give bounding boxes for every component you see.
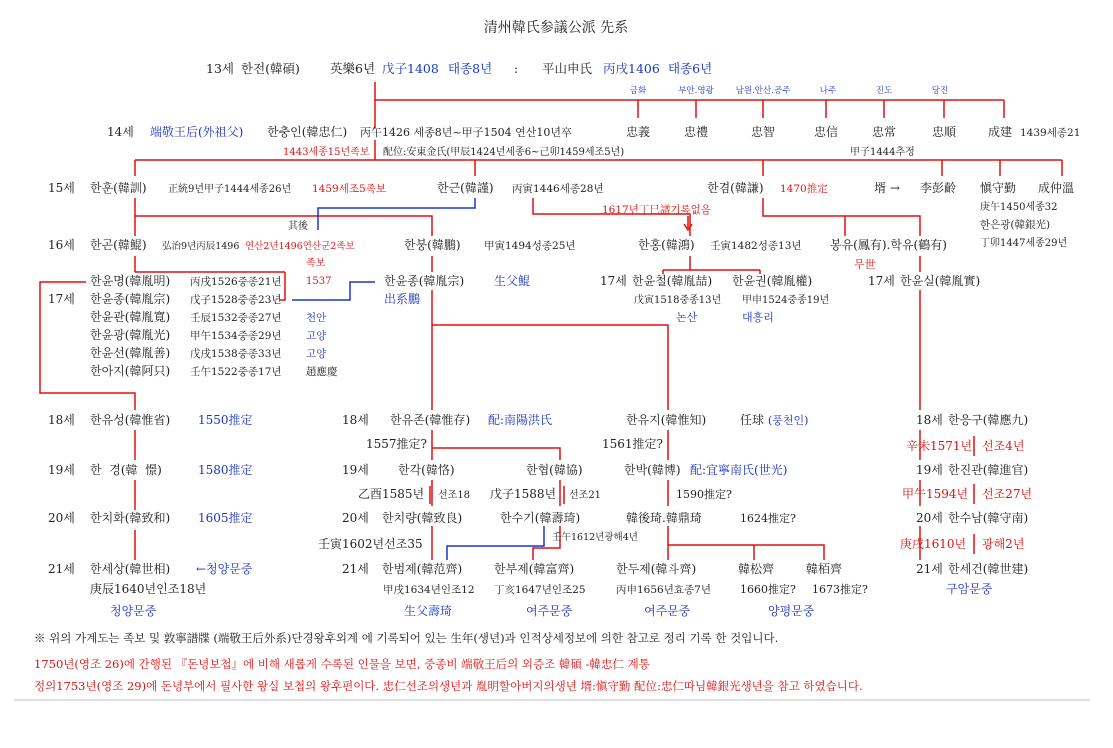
sibling-place: 금화 xyxy=(629,86,647,96)
person-dates: 丙午1426 세종8년~甲子1504 연산10년卒 xyxy=(360,126,572,139)
birth-year: 庚戌1610년 xyxy=(900,537,967,551)
spouse-note: 配位:安東金氏(甲辰1424년세종6~己卯1459세조5년) xyxy=(383,147,625,158)
person-name: 한홍(韓鴻) xyxy=(638,238,695,252)
person-name: 한충인(韓忠仁) xyxy=(267,125,348,139)
gen-label: 15세 xyxy=(48,181,75,195)
person-name: 한부제(韓富齊) xyxy=(494,562,575,576)
adoption-label: 其後 xyxy=(288,221,308,232)
estimate-note: 1590推定? xyxy=(676,488,732,501)
person-dates: 戊戌1538중종33년 xyxy=(190,348,282,360)
spouse-note: 配:南陽洪氏 xyxy=(488,413,553,427)
spouse-year: 丙戌1406 xyxy=(603,61,660,76)
estimate-note: 甲子1444추정 xyxy=(850,147,915,158)
person-dates: 壬午1522중종17년 xyxy=(190,366,282,378)
era-name: 英樂6년 xyxy=(330,61,376,76)
adoption-note: 出系鵬 xyxy=(384,292,421,306)
jokbo-label: 족보 xyxy=(306,258,326,269)
footnotes xyxy=(34,631,863,693)
gen-label: 20세 xyxy=(48,511,75,525)
maternal-label: 端敬王后(外祖父) xyxy=(150,125,244,139)
jokbo-note: 연산2년1496연산군2족보 xyxy=(245,241,355,252)
place-note: 천안 xyxy=(306,312,327,324)
sibling-name: 忠智 xyxy=(750,125,776,139)
sibling-place: 나주 xyxy=(819,86,837,96)
red-connector xyxy=(432,290,668,410)
gen-label: 18세 xyxy=(48,413,75,427)
reign-year: 선조27년 xyxy=(982,487,1033,501)
gen-label: 20세 xyxy=(342,511,369,525)
reign-year: 광해2년 xyxy=(982,537,1025,551)
place-note: 논산 xyxy=(676,311,698,324)
estimate-note: 1624推定? xyxy=(740,512,796,525)
birth-year: 戊子1408 xyxy=(382,61,439,76)
estimate-note: 1580推定 xyxy=(198,463,253,477)
place-note: 대흥리 xyxy=(742,311,774,324)
sibling-year: 1439세종21 xyxy=(1020,127,1081,139)
person-name: 한윤철(韓胤喆) xyxy=(632,274,713,288)
person-name: 한진관(韓進官) xyxy=(948,463,1029,477)
person-dates: 甲寅1494성종25년 xyxy=(484,240,576,252)
person-name: 한윤실(韓胤實) xyxy=(900,274,981,288)
generation-18 xyxy=(48,412,1028,453)
person-name: 봉유(鳳有).학유(鶴有) xyxy=(830,238,947,252)
generation-14 xyxy=(107,85,1080,158)
person-name: 한두제(韓斗齊) xyxy=(616,562,697,576)
reign-year: 선조21 xyxy=(569,490,602,501)
sibling-name: 忠順 xyxy=(931,125,957,139)
person-dates: 甲戌1634년인조12 xyxy=(383,584,475,596)
person-name: 한아지(韓阿只) xyxy=(90,364,171,378)
place-note: 고양 xyxy=(306,348,327,360)
blue-connector xyxy=(447,526,544,560)
gen-label: 21세 xyxy=(48,562,75,576)
birth-year: 乙酉1585년 xyxy=(358,487,425,501)
person-name: 한전(韓碩) xyxy=(241,61,300,76)
person-name: 한치량(韓致良) xyxy=(382,511,463,525)
estimate-note: 1660推定? xyxy=(740,583,796,596)
gen-label: 13세 xyxy=(206,61,234,76)
gen-label: 21세 xyxy=(342,562,369,576)
father-note: 生父壽琦 xyxy=(404,604,453,618)
red-connector xyxy=(663,256,760,274)
separator-colon: : xyxy=(514,61,519,76)
sibling-place: 남원.안산.공주 xyxy=(735,86,791,96)
person-name: 韓栢齊 xyxy=(806,562,843,576)
person-dates: 壬寅1482성종13년 xyxy=(710,240,802,252)
person-name: 한근(韓謹) xyxy=(437,181,494,195)
estimate-note: 1561推定? xyxy=(602,437,663,451)
blue-connector xyxy=(318,198,475,230)
person-dates: 甲午1534중종29년 xyxy=(190,330,282,342)
clan-arrow: ←청양문중 xyxy=(196,562,253,576)
generation-16 xyxy=(48,203,947,271)
person-name: 愼守勤 xyxy=(980,181,1017,195)
son-in-law-label: 壻 → xyxy=(874,181,900,195)
gen-label: 17세 xyxy=(600,274,627,288)
person-name: 李彭齡 xyxy=(920,181,957,195)
footnote-line: 정의1753년(영조 29)에 돈녕부에서 필사한 왕실 보첩의 왕후편이다. 忠仁선조의생년과 胤明할아버지의생년 壻:愼守勤 配位:忠仁따님韓銀光생년을 참고 하였습니다. xyxy=(34,679,863,693)
reign-year: 태종8년 xyxy=(448,61,493,76)
person-name: 한세상(韓世相) xyxy=(90,562,171,576)
extinct-note: 무世 xyxy=(854,258,876,271)
gen-label: 19세 xyxy=(916,463,943,477)
red-connector xyxy=(135,216,432,236)
gen-label: 18세 xyxy=(342,413,369,427)
person-dates: 壬辰1532중종27년 xyxy=(190,312,282,324)
spouse-name: 平山申氏 xyxy=(542,61,593,76)
sibling-name: 忠常 xyxy=(871,125,897,139)
person-dates: 庚辰1640년인조18년 xyxy=(90,582,207,596)
person-name: 한윤권(韓胤權) xyxy=(732,274,813,288)
sibling-place: 당진 xyxy=(931,86,949,96)
sibling-name: 忠義 xyxy=(625,125,651,139)
person-name: 한유지(韓惟知) xyxy=(626,413,707,427)
person-name: 한범제(韓范齊) xyxy=(382,562,463,576)
person-name: 한세건(韓世建) xyxy=(948,562,1029,576)
person-dates: 丙寅1446세종28년 xyxy=(512,183,604,195)
person-name: 한훈(韓訓) xyxy=(90,181,147,195)
person-name: 한윤관(韓胤寬) xyxy=(90,310,171,324)
person-name: 한 경(韓 憬) xyxy=(90,463,162,477)
clan-label: 여주문중 xyxy=(526,604,573,618)
chart-title: 清州韓氏参議公派 先系 xyxy=(483,20,629,36)
person-name: 한윤명(韓胤明) xyxy=(90,274,171,288)
reign-year: 선조4년 xyxy=(982,439,1025,453)
generation-13 xyxy=(206,61,712,76)
birth-year: 辛未1571년 xyxy=(906,439,973,453)
gen-label: 19세 xyxy=(48,463,75,477)
gen-label: 21세 xyxy=(916,562,943,576)
clan-label: 청양문중 xyxy=(110,604,157,618)
person-dates: 丙戌1526중종21년 xyxy=(190,276,282,288)
person-dates: 丙申1656년효종7년 xyxy=(616,584,711,596)
jokbo-note: 1443세종15년족보 xyxy=(283,147,370,158)
generation-20 xyxy=(48,510,1028,551)
gen-label: 19세 xyxy=(342,463,369,477)
person-name: 한윤광(韓胤光) xyxy=(90,328,171,342)
gen-label: 20세 xyxy=(916,511,943,525)
person-name: 한치화(韓致和) xyxy=(90,511,171,525)
person-dates: 庚午1450세종32 xyxy=(980,202,1058,213)
gen-label: 14세 xyxy=(107,125,134,139)
person-name: 한응구(韓應九) xyxy=(948,413,1029,427)
spouse-reign: 태종6년 xyxy=(668,61,713,76)
person-name: 한윤종(韓胤宗) xyxy=(384,274,465,288)
birth-year: 戊子1588년 xyxy=(490,487,557,501)
person-name: 任球 xyxy=(740,413,765,427)
person-dates: 弘治9년丙辰1496 xyxy=(162,241,240,252)
person-name: 韓松齊 xyxy=(738,562,775,576)
jokbo-year: 1537 xyxy=(306,276,332,287)
spouse-note: 配:宜寧南氏(世光) xyxy=(690,463,788,477)
gen-label: 17세 xyxy=(868,274,895,288)
estimate-note: 1673推定? xyxy=(812,583,868,596)
person-dates: 戊子1528중종23년 xyxy=(190,294,282,306)
gen-label: 18세 xyxy=(916,413,943,427)
blue-connector xyxy=(292,282,375,300)
person-name: 韓後琦.韓鼎琦 xyxy=(626,511,702,525)
red-connector xyxy=(135,140,1062,176)
generation-17 xyxy=(48,257,980,378)
red-connector xyxy=(763,198,920,236)
sibling-name: 成建 xyxy=(987,125,1013,139)
person-dates: 甲申1524중종19년 xyxy=(742,295,830,306)
person-dates: 正統9년甲子1444세종26년 xyxy=(168,184,292,195)
father-note: 生父鯤 xyxy=(494,274,531,288)
person-dates: 丁卯1447세종29년 xyxy=(980,238,1068,249)
generation-19 xyxy=(48,462,1032,501)
red-connector xyxy=(684,216,692,230)
gen-label: 17세 xyxy=(48,292,75,306)
person-dates: 戊寅1518중종13년 xyxy=(634,295,722,306)
generation-21 xyxy=(48,561,1028,618)
person-name: 한각(韓恪) xyxy=(398,463,455,477)
gen-label: 16세 xyxy=(48,238,75,252)
person-name: 한박(韓博) xyxy=(624,463,681,477)
person-name: 한은광(韓銀光) xyxy=(980,219,1051,231)
person-name: 한겸(韓謙) xyxy=(707,181,764,195)
footnote-line: 1750년(영조 26)에 간행된 『돈녕보첩』에 비해 새롭게 수록된 인물을 보면, 중종비 端敬王后의 외증조 韓碩 -韓忠仁 계통 xyxy=(34,657,650,671)
clan-label: 구암문중 xyxy=(946,582,993,596)
estimate-note: 1470推定 xyxy=(780,183,828,195)
person-dates: 壬寅1602년선조35 xyxy=(318,537,423,551)
footnote-line: ※ 위의 가계도는 족보 및 敦寧譜牒 (端敬王后外系)단경왕후외계 에 기록되어 있는 生年(생년)과 인적상세정보에 의한 참고로 정리 기록 한 것입니다. xyxy=(34,631,779,645)
estimate-note: 1605推定 xyxy=(198,511,253,525)
person-name: 한유성(韓惟省) xyxy=(90,413,171,427)
person-name: 한붕(韓鵬) xyxy=(404,238,461,252)
jokbo-note: 1459세조5족보 xyxy=(312,183,386,195)
person-name: 한윤종(韓胤宗) xyxy=(90,292,171,306)
sibling-place: 부안.영광 xyxy=(678,86,714,96)
red-connector xyxy=(668,526,824,560)
person-name: 한협(韓協) xyxy=(526,463,583,477)
sibling-place: 진도 xyxy=(875,86,893,96)
person-dates: 壬午1612년광해4년 xyxy=(552,532,638,543)
person-name: 한수남(韓守南) xyxy=(948,511,1029,525)
person-name: 成仲溫 xyxy=(1038,181,1075,195)
person-name: 한유존(韓惟存) xyxy=(390,413,471,427)
son-in-law-name: 趙應慶 xyxy=(306,366,338,378)
place-note: 고양 xyxy=(306,330,327,342)
missing-note: 1617년丁巳譜기록없음 xyxy=(602,204,711,216)
estimate-note: 1550推定 xyxy=(198,413,253,427)
place-note: (풍천인) xyxy=(768,414,809,427)
reign-year: 선조18 xyxy=(438,490,471,501)
sibling-name: 忠信 xyxy=(813,125,839,139)
birth-year: 甲午1594년 xyxy=(902,487,969,501)
red-connector xyxy=(432,430,560,460)
person-name: 한곤(韓鯤) xyxy=(90,238,147,252)
person-name: 한윤선(韓胤善) xyxy=(90,346,171,360)
estimate-note: 1557推定? xyxy=(366,437,427,451)
person-name: 한수기(韓壽琦) xyxy=(500,511,581,525)
person-dates: 丁亥1647년인조25 xyxy=(494,584,586,596)
clan-label: 여주문중 xyxy=(644,604,691,618)
sibling-name: 忠禮 xyxy=(683,125,709,139)
clan-label: 양평문중 xyxy=(768,604,815,618)
